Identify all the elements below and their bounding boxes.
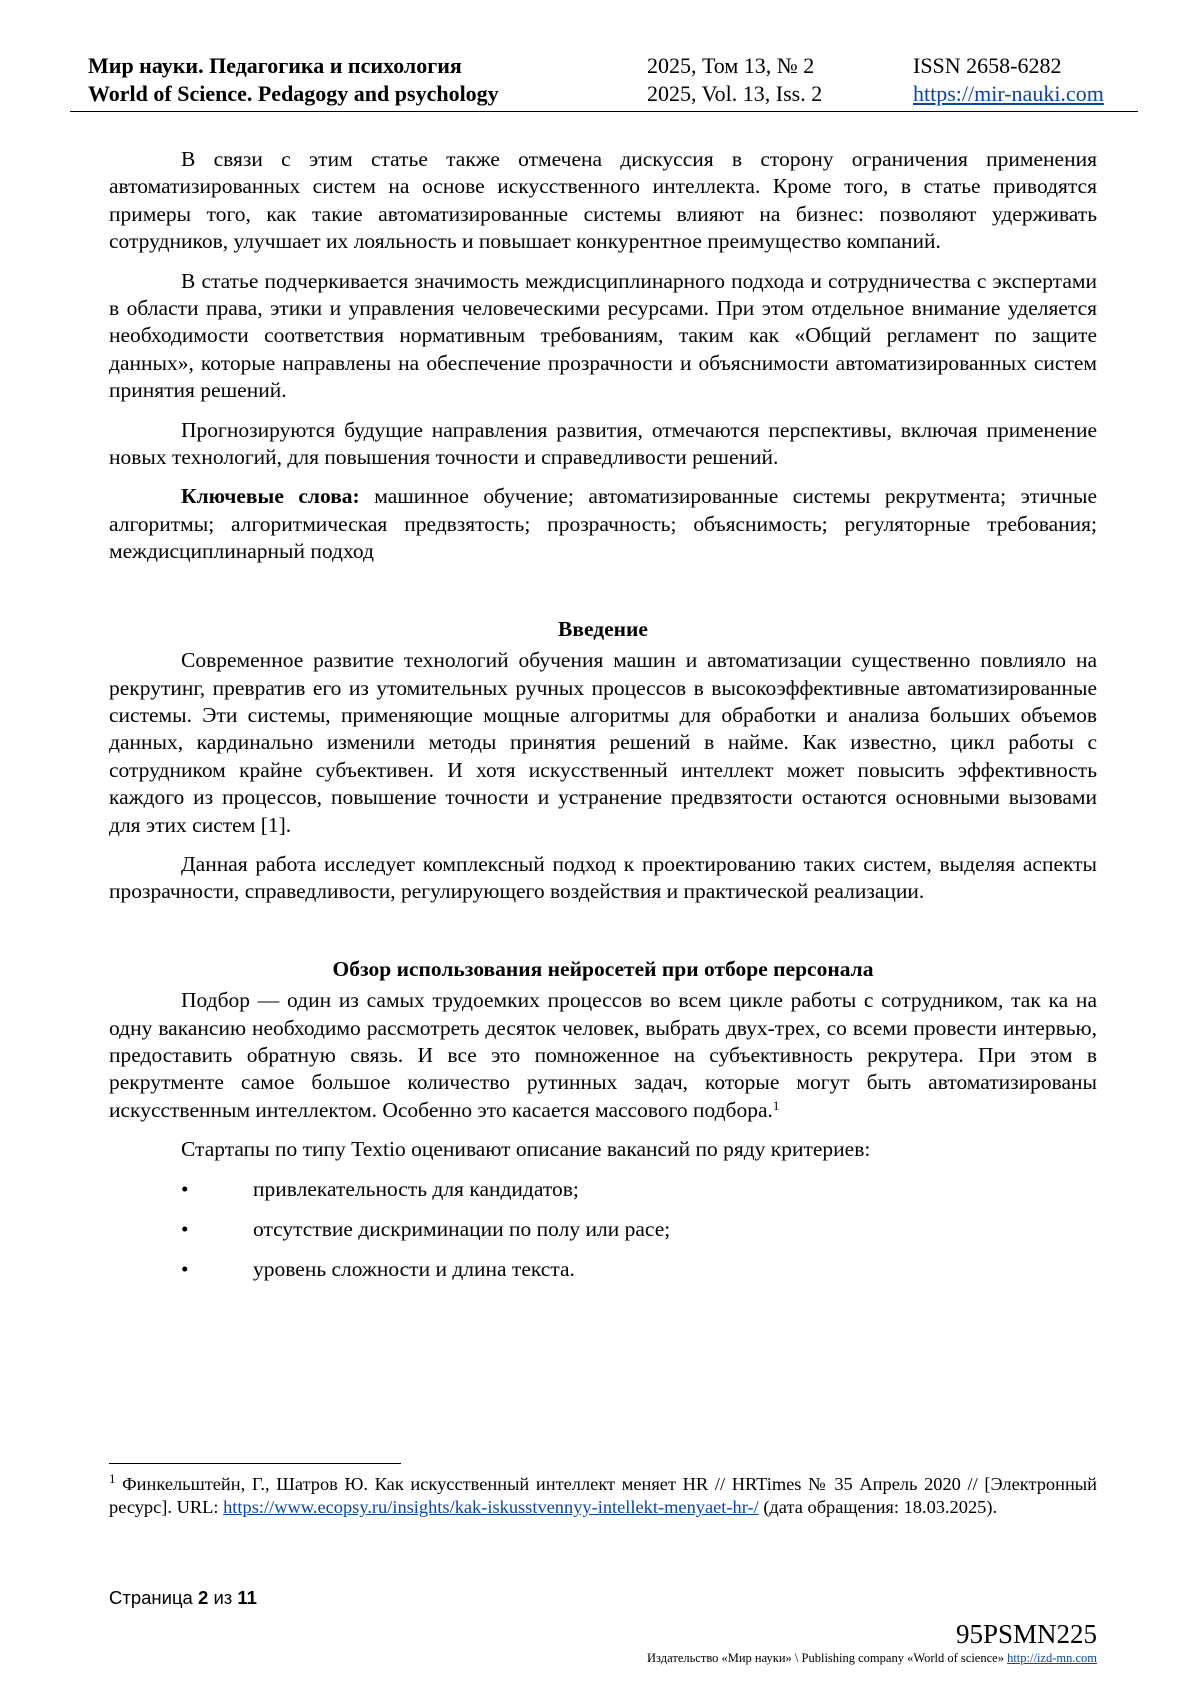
- issn-block: [913, 52, 1104, 108]
- publisher-line: Издательство «Мир науки» \ Publishing company «World of science» http://izd-mn.com: [647, 1651, 1097, 1665]
- bullet-icon: •: [181, 1257, 189, 1282]
- footnote-mark: 1: [109, 1471, 116, 1486]
- issue-info: [647, 52, 822, 108]
- intro-paragraph-1: Современное развитие технологий обучения машин и автоматизации существенно повлияло на рекрутинг, превратив его из утомительных ручных процессов в высокоэффективные автоматизированные системы. Эти системы, применяющие мощные алгоритмы для обработки и анализа больших объемов данных, кардинально изменили методы принятия решений в найме. Как известно, цикл работы с сотрудником крайне субъективен. И хотя искусственный интеллект может повысить эффективность каждого из процессов, повышение точности и устранение предвзятости остаются основными вызовами для этих систем [1].: [109, 648, 1097, 837]
- bullet-icon: •: [181, 1176, 189, 1201]
- footnote: [109, 1473, 1097, 1519]
- footnote-tail: (дата обращения: 18.03.2025).: [763, 1497, 998, 1517]
- footnote-reference[interactable]: 1: [772, 1097, 780, 1113]
- keywords-paragraph: [109, 483, 1097, 565]
- footnote-text: Финкельштейн, Г., Шатров Ю. Как искусственный интеллект меняет HR // HRTimes № 35 Апрель 2020 // [Электронный ресурс]. URL:: [109, 1474, 1097, 1517]
- issue-en: 2025, Vol. 13, Iss. 2: [647, 81, 823, 106]
- footnote-link[interactable]: https://www.ecopsy.ru/insights/kak-iskusstvennyy-intellekt-menyaet-hr-/: [223, 1497, 759, 1517]
- abstract-paragraph-2: В статье подчеркивается значимость междисциплинарного подхода и сотрудничества с экспертами в области права, этики и управления человеческими ресурсами. При этом отдельное внимание уделяется необходимости соответствия нормативным требованиям, таким как «Общий регламент по защите данных», которые направлены на обеспечение прозрачности и объяснимости автоматизированных систем принятия решений.: [109, 268, 1097, 403]
- page-counter: Страница 2 из 11: [109, 1587, 257, 1608]
- journal-title-ru: Мир науки. Педагогика и психология: [88, 53, 462, 78]
- overview-paragraph-1: [109, 987, 1097, 1124]
- journal-site-link[interactable]: https://mir-nauki.com: [913, 81, 1104, 106]
- overview-paragraph-1-text: Подбор — один из самых трудоемких процессов во всем цикле работы с сотрудником, так ка на одну вакансию необходимо рассмотреть десяток человек, выбрать двух-трех, со всеми провести интервью, предоставить обратную связь. И все это помноженное на субъективность рекрутера. При этом в рекрутменте самое большое количество рутинных задач, которые могут быть автоматизированы искусственным интеллектом. Особенно это касается массового подбора.: [109, 988, 1097, 1122]
- overview-paragraph-2: Стартапы по типу Textio оценивают описание вакансий по ряду критериев:: [181, 1137, 871, 1162]
- running-header: [88, 52, 1120, 114]
- bullet-icon: •: [181, 1217, 189, 1241]
- list-item: • привлекательность для кандидатов;: [109, 1176, 1097, 1203]
- list-item: • отсутствие дискриминации по полу или расе;: [109, 1216, 1097, 1243]
- publisher-link[interactable]: http://izd-mn.com: [1007, 1651, 1097, 1665]
- article-code: 95PSMN225: [955, 1619, 1097, 1649]
- page-total: 11: [237, 1587, 257, 1608]
- keywords-label: Ключевые слова:: [181, 484, 360, 509]
- journal-title-en: World of Science. Pedagogy and psychology: [88, 81, 499, 106]
- issue-ru: 2025, Том 13, № 2: [647, 53, 815, 78]
- page-current: 2: [198, 1587, 209, 1608]
- journal-title: [88, 52, 499, 108]
- footnote-divider: [109, 1463, 401, 1464]
- intro-paragraph-2: Данная работа исследует комплексный подход к проектированию таких систем, выделяя аспекты прозрачности, справедливости, регулирующего воздействия и практической реализации.: [109, 851, 1097, 904]
- header-divider: [70, 111, 1138, 112]
- abstract-paragraph-1: В связи с этим статье также отмечена дискуссия в сторону ограничения применения автоматизированных систем на основе искусственного интеллекта. Кроме того, в статье приводятся примеры того, как такие автоматизированные системы влияют на бизнес: позволяют удерживать сотрудников, улучшает их лояльность и повышает конкурентное преимущество компаний.: [109, 147, 1097, 254]
- abstract-paragraph-3: Прогнозируются будущие направления развития, отмечаются перспективы, включая применение новых технологий, для повышения точности и справедливости решений.: [109, 417, 1097, 470]
- section-title-overview: Обзор использования нейросетей при отборе персонала: [332, 956, 874, 981]
- criteria-list: [109, 1176, 1097, 1284]
- issn: ISSN 2658-6282: [913, 53, 1062, 78]
- list-item: • уровень сложности и длина текста.: [109, 1256, 1097, 1283]
- article-body: [109, 146, 1097, 1297]
- keywords-list: машинное обучение; автоматизированные системы рекрутмента; этичные алгоритмы; алгоритмическая предвзятость; прозрачность; объяснимость; регуляторные требования; междисциплинарный подход: [109, 484, 1098, 564]
- section-title-intro: Введение: [558, 616, 648, 641]
